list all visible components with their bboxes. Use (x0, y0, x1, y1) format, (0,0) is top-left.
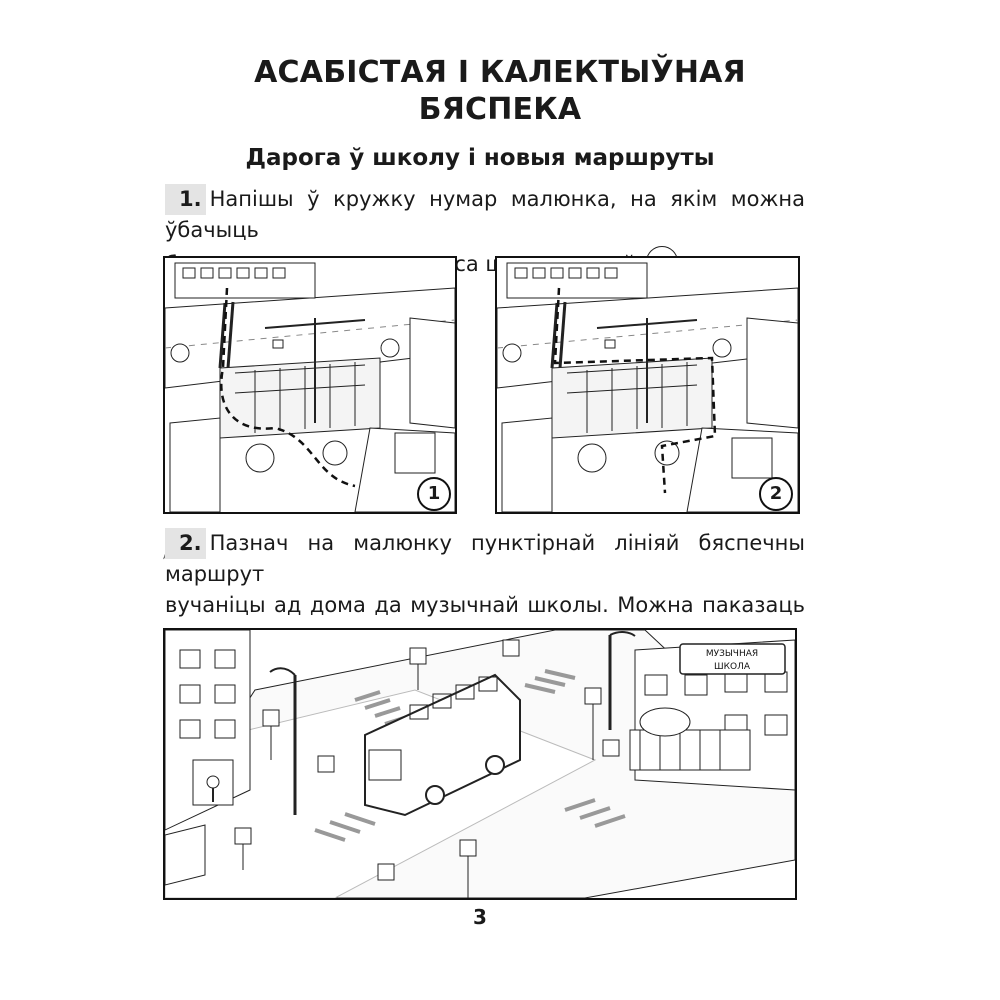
task1-line1: Напішы ў кружку нумар малюнка, на якім можна ўбачыць (165, 187, 805, 242)
illustration-panel-1 (163, 256, 457, 514)
task2-line1: Пазнач на малюнку пунктірнай лініяй бяспечны маршрут (165, 531, 805, 586)
music-school-sign-line2: ШКОЛА (713, 662, 751, 672)
task1-line2: са (454, 252, 479, 276)
page-title-line1: АСАБІСТАЯ І КАЛЕКТЫЎНАЯ (254, 55, 746, 90)
route-illustration-2 (497, 258, 798, 512)
intersection-drawing (165, 630, 795, 898)
task2-line2: вучаніцы ад дома да музычнай школы. Можна паказаць (165, 593, 805, 617)
music-school-sign-line1: МУЗЫЧНАЯ (705, 649, 759, 659)
page-title-line2: БЯСПЕКА (418, 92, 582, 127)
task1-number: 1. (165, 184, 206, 215)
panel-number-1: 1 (417, 477, 451, 511)
panel-number-2: 2 (759, 477, 793, 511)
page-number: 3 (473, 905, 487, 929)
section-subtitle: Дарога ў школу і новыя маршруты (245, 145, 715, 171)
task2-number: 2. (165, 528, 206, 559)
street-illustration[interactable] (163, 628, 797, 900)
illustration-panel-2 (495, 256, 800, 514)
route-illustration-1 (165, 258, 455, 512)
